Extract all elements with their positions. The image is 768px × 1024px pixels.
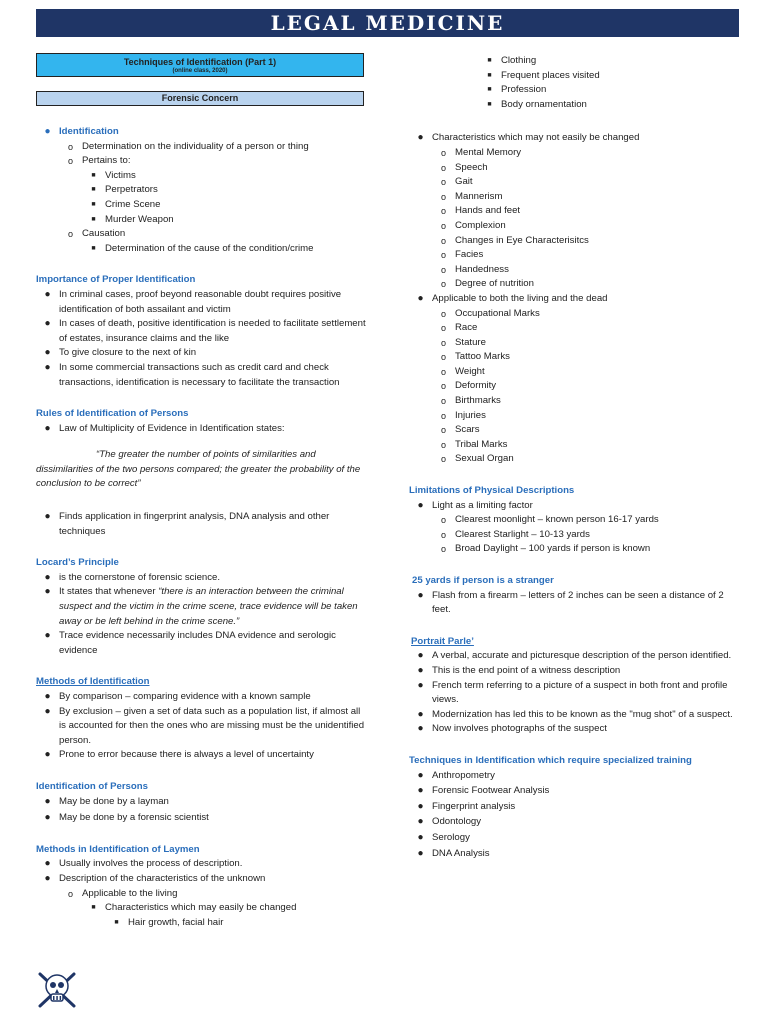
list-item: ● Forensic Footwear Analysis <box>417 785 550 797</box>
list-item: ■ Clothing <box>487 55 537 66</box>
list-item: o Broad Daylight – 100 yards if person is known <box>440 543 651 555</box>
list-item: ● Law of Multiplicity of Evidence in Identification states: <box>44 422 285 434</box>
list-item: ● Description of the characteristics of the unknown <box>44 872 266 884</box>
list-item: ● Fingerprint analysis <box>417 800 516 812</box>
list-item: o Sexual Organ <box>440 453 514 465</box>
section-heading: Rules of Identification of Persons <box>36 408 189 420</box>
list-item: o Determination on the individuality of a person or thing <box>67 140 309 152</box>
list-item: ■ Hair growth, facial hair <box>114 916 224 928</box>
section-heading: Methods of Identification <box>36 676 150 688</box>
list-item: ● By exclusion – given a set of data such as a population list, if almost all is accounted for then the ones who are missing must be the unidentified person. <box>44 705 365 746</box>
list-item: ● In some commercial transactions such as credit card and check transactions, identification is necessary to facilitate the transaction <box>44 361 340 388</box>
list-item: ● Trace evidence necessarily includes DNA evidence and serologic evidence <box>44 630 336 656</box>
list-item: ● Prone to error because there is always a level of uncertainty <box>44 749 314 761</box>
list-item: ● This is the end point of a witness description <box>417 664 621 676</box>
left-column <box>36 125 368 930</box>
list-item: o Scars <box>440 424 480 436</box>
page-banner: LEGAL MEDICINE <box>36 9 739 37</box>
list-item: o Complexion <box>440 219 506 231</box>
list-item: o Mental Memory <box>440 146 522 158</box>
section-heading: Techniques in Identification which require specialized training <box>409 754 692 766</box>
section-heading: Limitations of Physical Descriptions <box>409 485 575 497</box>
list-item: ● Now involves photographs of the suspect <box>417 723 607 735</box>
list-item: o Facies <box>440 249 484 261</box>
list-item: ■ Victims <box>91 169 136 181</box>
list-item: ● May be done by a forensic scientist <box>44 812 209 824</box>
section-heading: Locard’s Principle <box>36 557 119 569</box>
topic-title: Techniques of Identification (Part 1) <box>123 57 277 67</box>
list-item: ● Identification <box>44 126 119 137</box>
list-item: ● Applicable to both the living and the dead <box>417 292 608 304</box>
right-column <box>409 54 744 861</box>
list-item: o Tattoo Marks <box>440 351 510 363</box>
list-item: ■ Frequent places visited <box>487 69 600 81</box>
list-item: o Changes in Eye Characterisitcs <box>440 234 589 246</box>
list-item: ■ Body ornamentation <box>487 98 587 110</box>
list-item: ● Anthropometry <box>417 769 495 781</box>
list-item: ■ Perpetrators <box>91 184 158 196</box>
list-item: ● is the cornerstone of forensic science. <box>44 571 221 583</box>
list-item: ● To give closure to the next of kin <box>44 347 197 359</box>
list-item: ■ Crime Scene <box>91 198 161 210</box>
list-item: o Stature <box>440 336 486 348</box>
list-item: ■ Determination of the cause of the condition/crime <box>91 242 314 254</box>
list-item: o Applicable to the living <box>67 887 178 899</box>
list-item: o Pertains to: <box>67 155 131 167</box>
list-item: ● May be done by a layman <box>44 795 169 807</box>
list-item: ● Odontology <box>417 816 482 828</box>
section-heading: Importance of Proper Identification <box>36 274 196 286</box>
forensic-concern-box: Forensic Concern <box>36 91 364 106</box>
list-item: ● Flash from a firearm – letters of 2 inches can be seen a distance of 2 feet. <box>417 589 724 616</box>
list-item: o Causation <box>67 228 126 240</box>
skull-crossbones-logo <box>34 966 80 1012</box>
section-heading: Portrait Parle’ <box>411 635 474 647</box>
list-item: ● DNA Analysis <box>417 847 490 859</box>
list-item: ■ Profession <box>487 84 547 96</box>
list-item: ■ Murder Weapon <box>91 213 174 225</box>
section-heading: Identification of Persons <box>36 780 148 792</box>
multiplicity-quote: “The greater the number of points of similarities and dissimilarities of the two persons compared; the greater the probability of the conclusion to be correct” <box>36 449 361 490</box>
list-item: ● Usually involves the process of description. <box>44 858 243 870</box>
list-item: o Birthmarks <box>440 395 501 407</box>
topic-title-box <box>36 53 364 77</box>
list-item: o Race <box>440 322 478 334</box>
list-item: ■ Characteristics which may easily be changed <box>91 902 297 914</box>
list-item: o Handedness <box>440 263 509 275</box>
list-item: ● Serology <box>417 831 470 843</box>
list-item: ● In criminal cases, proof beyond reasonable doubt requires positive identification of both assailant and victim <box>44 288 342 315</box>
list-item: ● By comparison – comparing evidence with a known sample <box>44 691 311 702</box>
section-heading: 25 yards if person is a stranger <box>412 575 554 586</box>
list-item: o Gait <box>440 176 473 188</box>
list-item: ● Characteristics which may not easily be changed <box>417 132 640 144</box>
list-item: ● Light as a limiting factor <box>417 499 533 511</box>
list-item: o Injuries <box>440 409 486 421</box>
list-item: ● A verbal, accurate and picturesque description of the person identified. <box>417 650 732 662</box>
list-item: o Hands and feet <box>440 205 521 217</box>
list-item: o Degree of nutrition <box>440 278 534 290</box>
list-item: ● Modernization has led this to be known as the "mug shot" of a suspect. <box>417 708 733 720</box>
list-item: o Tribal Marks <box>440 438 508 450</box>
section-heading: Methods in Identification of Laymen <box>36 843 200 855</box>
list-item: o Occupational Marks <box>440 307 540 319</box>
list-item: ● In cases of death, positive identification is needed to facilitate settlement of estates, insurance claims and the like <box>44 318 366 344</box>
list-item: o Deformity <box>440 380 497 392</box>
list-item: ● Finds application in fingerprint analysis, DNA analysis and other techniques <box>44 511 330 537</box>
list-item: o Clearest Starlight – 10-13 yards <box>440 528 590 540</box>
list-item: ● French term referring to a picture of a suspect in both front and profile views. <box>417 679 728 706</box>
list-item: o Speech <box>440 161 488 173</box>
list-item: o Weight <box>440 365 485 377</box>
topic-subtitle: (online class, 2020) <box>172 68 228 74</box>
list-item: o Clearest moonlight – known person 16-17 yards <box>440 514 659 526</box>
list-item: o Mannerism <box>440 190 503 202</box>
list-item: ● It states that whenever “there is an interaction between the criminal suspect and the victim in the crime scene, trace evidence will be taken away or be left behind in the crime scene.” <box>44 586 358 627</box>
